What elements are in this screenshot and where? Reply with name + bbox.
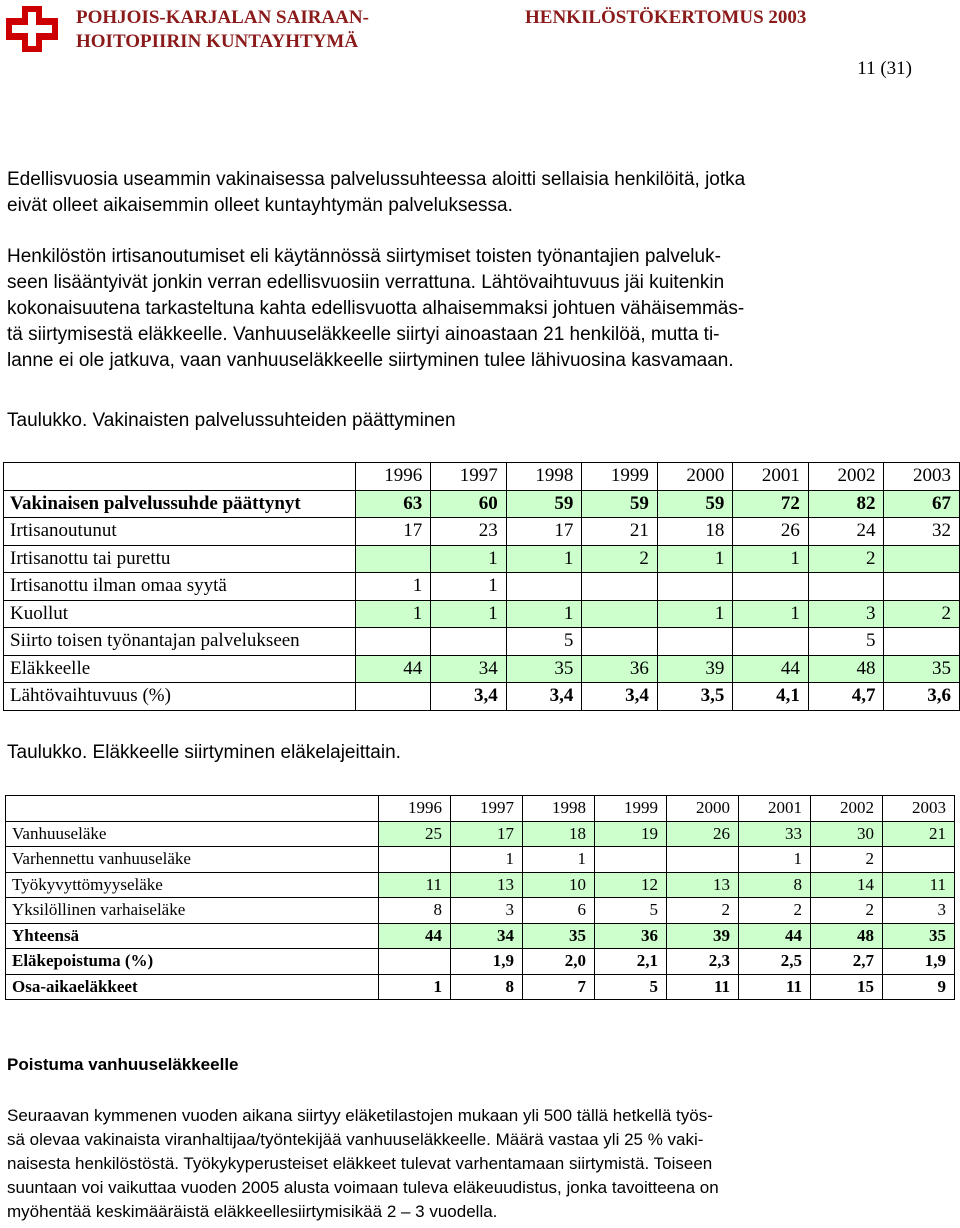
value-cell: 2,5	[739, 949, 811, 975]
row-label-cell: Irtisanottu tai purettu	[4, 545, 356, 573]
table-row	[4, 600, 960, 628]
value-cell: 48	[811, 923, 883, 949]
value-cell: 3	[451, 898, 523, 924]
table-retirement-types	[5, 795, 955, 1000]
value-cell: 44	[355, 655, 431, 683]
table-row	[6, 949, 955, 975]
value-cell: 63	[355, 490, 431, 518]
value-cell: 15	[811, 974, 883, 1000]
value-cell: 26	[733, 518, 809, 546]
value-cell: 36	[582, 655, 658, 683]
table1-caption: Taulukko. Vakinaisten palvelussuhteiden päättyminen	[7, 410, 456, 431]
org-line-2: HOITOPIIRIN KUNTAYHTYMÄ	[76, 31, 359, 52]
row-label-cell: Lähtövaihtuvuus (%)	[4, 683, 356, 711]
value-cell: 1	[739, 847, 811, 873]
value-cell: 39	[657, 655, 733, 683]
value-cell: 3,4	[582, 683, 658, 711]
year-header-cell: 1998	[506, 463, 582, 491]
value-cell: 1	[379, 974, 451, 1000]
value-cell: 1	[733, 600, 809, 628]
value-cell: 2,1	[595, 949, 667, 975]
value-cell: 36	[595, 923, 667, 949]
paragraph-intro	[7, 167, 927, 219]
document-title: HENKILÖSTÖKERTOMUS 2003	[525, 7, 807, 28]
value-cell: 3,5	[657, 683, 733, 711]
section-heading: Poistuma vanhuuseläkkeelle	[7, 1055, 239, 1074]
value-cell: 1	[506, 600, 582, 628]
value-cell: 2	[667, 898, 739, 924]
value-cell: 67	[884, 490, 960, 518]
year-header-cell: 2003	[883, 796, 955, 822]
value-cell: 2,0	[523, 949, 595, 975]
value-cell: 21	[582, 518, 658, 546]
value-cell: 44	[733, 655, 809, 683]
value-cell: 5	[808, 628, 884, 656]
table-row	[4, 628, 960, 656]
header-corner-cell	[4, 463, 356, 491]
paragraph-line: kokonaisuutena tarkasteltuna kahta edellisvuotta alhaisemmaksi johtuen vähäisemmäs-	[7, 298, 745, 319]
table-row	[6, 974, 955, 1000]
year-header-cell: 1997	[451, 796, 523, 822]
value-cell	[355, 628, 431, 656]
table-row	[6, 847, 955, 873]
row-label-cell: Varhennettu vanhuuseläke	[6, 847, 379, 873]
year-header-cell: 1996	[379, 796, 451, 822]
paragraph-line: Edellisvuosia useammin vakinaisessa palvelussuhteessa aloitti sellaisia henkilöitä, jotka	[7, 169, 746, 190]
value-cell: 35	[523, 923, 595, 949]
paragraph-line: suuntaan voi vaikuttaa vuoden 2005 alusta voimaan tuleva eläkeuudistus, jonka tavoitteena on	[7, 1178, 719, 1197]
value-cell	[657, 628, 733, 656]
value-cell: 1	[657, 545, 733, 573]
value-cell	[667, 847, 739, 873]
value-cell: 1	[431, 545, 507, 573]
year-header-cell: 2003	[884, 463, 960, 491]
paragraph-line: tä siirtymisestä eläkkeelle. Vanhuuseläkkeelle siirtyi ainoastaan 21 henkilöä, mutta ti-	[7, 324, 720, 345]
year-header-cell: 1997	[431, 463, 507, 491]
value-cell: 11	[883, 872, 955, 898]
value-cell: 2	[808, 545, 884, 573]
row-label-cell: Yhteensä	[6, 923, 379, 949]
value-cell: 2	[811, 898, 883, 924]
value-cell: 4,1	[733, 683, 809, 711]
value-cell: 2	[582, 545, 658, 573]
year-header-cell: 2001	[739, 796, 811, 822]
paragraph-line: myöhentää keskimääräistä eläkkeellesiirtymisikää 2 – 3 vuodella.	[7, 1202, 498, 1221]
paragraph-line: eivät olleet aikaisemmin olleet kuntayhtymän palveluksessa.	[7, 195, 513, 216]
value-cell: 3,6	[884, 683, 960, 711]
paragraph-line: lanne ei ole jatkuva, vaan vanhuuseläkkeelle siirtyminen tulee lähivuosina kasvamaan.	[7, 350, 734, 371]
value-cell: 82	[808, 490, 884, 518]
value-cell	[355, 683, 431, 711]
row-label-cell: Vanhuuseläke	[6, 821, 379, 847]
year-header-cell: 2000	[657, 463, 733, 491]
value-cell: 1	[657, 600, 733, 628]
value-cell: 1	[431, 600, 507, 628]
value-cell: 1,9	[883, 949, 955, 975]
value-cell	[884, 545, 960, 573]
table-row	[6, 898, 955, 924]
paragraph-line: sä olevaa vakinaista viranhaltijaa/työntekijää vanhuuseläkkeelle. Määrä vastaa yli 25 % vaki-	[7, 1130, 704, 1149]
value-cell	[582, 628, 658, 656]
value-cell: 7	[523, 974, 595, 1000]
value-cell: 17	[451, 821, 523, 847]
table-row	[6, 872, 955, 898]
value-cell	[379, 847, 451, 873]
year-header-cell: 1996	[355, 463, 431, 491]
row-label-cell: Siirto toisen työnantajan palvelukseen	[4, 628, 356, 656]
value-cell	[582, 600, 658, 628]
row-label-cell: Eläkepoistuma (%)	[6, 949, 379, 975]
org-line-1: POHJOIS-KARJALAN SAIRAAN-	[76, 7, 369, 28]
table-row	[6, 821, 955, 847]
year-header-cell: 1999	[582, 463, 658, 491]
row-label-cell: Irtisanoutunut	[4, 518, 356, 546]
value-cell: 33	[739, 821, 811, 847]
row-label-cell: Osa-aikaeläkkeet	[6, 974, 379, 1000]
table-row	[4, 518, 960, 546]
value-cell: 1,9	[451, 949, 523, 975]
table-row	[4, 655, 960, 683]
table-employment-endings	[3, 462, 960, 711]
value-cell: 1	[355, 573, 431, 601]
value-cell: 19	[595, 821, 667, 847]
value-cell: 2,3	[667, 949, 739, 975]
value-cell: 32	[884, 518, 960, 546]
value-cell: 3,4	[506, 683, 582, 711]
value-cell	[595, 847, 667, 873]
table-row	[4, 545, 960, 573]
value-cell: 30	[811, 821, 883, 847]
year-header-cell: 1998	[523, 796, 595, 822]
header-corner-cell	[6, 796, 379, 822]
value-cell: 17	[355, 518, 431, 546]
value-cell: 26	[667, 821, 739, 847]
table-row	[4, 683, 960, 711]
value-cell: 25	[379, 821, 451, 847]
value-cell: 1	[451, 847, 523, 873]
value-cell	[379, 949, 451, 975]
value-cell: 3,4	[431, 683, 507, 711]
value-cell: 4,7	[808, 683, 884, 711]
value-cell	[431, 628, 507, 656]
paragraph-line: naisesta henkilöstöstä. Työkykyperusteiset eläkkeet tulevat varhentamaan siirtymistä. Toiseen	[7, 1154, 713, 1173]
paragraph-turnover	[7, 244, 927, 374]
value-cell: 8	[739, 872, 811, 898]
value-cell: 1	[355, 600, 431, 628]
value-cell: 6	[523, 898, 595, 924]
value-cell: 13	[451, 872, 523, 898]
value-cell	[733, 573, 809, 601]
value-cell: 12	[595, 872, 667, 898]
value-cell: 21	[883, 821, 955, 847]
value-cell: 5	[595, 974, 667, 1000]
value-cell	[506, 573, 582, 601]
value-cell	[884, 628, 960, 656]
row-label-cell: Yksilöllinen varhaiseläke	[6, 898, 379, 924]
value-cell	[355, 545, 431, 573]
value-cell: 17	[506, 518, 582, 546]
value-cell: 11	[667, 974, 739, 1000]
table2-caption: Taulukko. Eläkkeelle siirtyminen eläkelajeittain.	[7, 742, 401, 763]
value-cell: 1	[431, 573, 507, 601]
year-header-cell: 2001	[733, 463, 809, 491]
value-cell: 3	[883, 898, 955, 924]
value-cell: 11	[379, 872, 451, 898]
value-cell: 60	[431, 490, 507, 518]
paragraph-line: Henkilöstön irtisanoutumiset eli käytännössä siirtymiset toisten työnantajien palveluk-	[7, 246, 721, 267]
value-cell: 24	[808, 518, 884, 546]
table-header-row	[4, 463, 960, 491]
value-cell: 2	[884, 600, 960, 628]
organization-name	[76, 6, 369, 54]
red-cross-logo-icon	[4, 4, 60, 54]
value-cell: 5	[506, 628, 582, 656]
value-cell: 59	[582, 490, 658, 518]
row-label-cell: Kuollut	[4, 600, 356, 628]
value-cell: 44	[739, 923, 811, 949]
value-cell: 35	[883, 923, 955, 949]
value-cell: 23	[431, 518, 507, 546]
value-cell: 39	[667, 923, 739, 949]
table-row	[4, 573, 960, 601]
paragraph-line: Seuraavan kymmenen vuoden aikana siirtyy eläketilastojen mukaan yli 500 tällä hetkellä työs-	[7, 1106, 713, 1125]
value-cell: 10	[523, 872, 595, 898]
value-cell	[884, 573, 960, 601]
year-header-cell: 1999	[595, 796, 667, 822]
value-cell	[582, 573, 658, 601]
value-cell: 1	[523, 847, 595, 873]
page-number: 11 (31)	[857, 58, 912, 79]
value-cell: 59	[657, 490, 733, 518]
value-cell: 1	[506, 545, 582, 573]
value-cell: 9	[883, 974, 955, 1000]
value-cell: 34	[451, 923, 523, 949]
value-cell: 48	[808, 655, 884, 683]
row-label-cell: Vakinaisen palvelussuhde päättynyt	[4, 490, 356, 518]
row-label-cell: Työkyvyttömyyseläke	[6, 872, 379, 898]
paragraph-line: seen lisääntyivät jonkin verran edellisvuosiin verrattuna. Lähtövaihtuvuus jäi kuitenkin	[7, 272, 725, 293]
table-row	[6, 923, 955, 949]
value-cell: 14	[811, 872, 883, 898]
value-cell: 2,7	[811, 949, 883, 975]
value-cell	[883, 847, 955, 873]
value-cell: 11	[739, 974, 811, 1000]
value-cell	[657, 573, 733, 601]
value-cell: 35	[506, 655, 582, 683]
value-cell: 3	[808, 600, 884, 628]
value-cell: 44	[379, 923, 451, 949]
year-header-cell: 2000	[667, 796, 739, 822]
value-cell	[808, 573, 884, 601]
value-cell: 5	[595, 898, 667, 924]
value-cell: 1	[733, 545, 809, 573]
value-cell: 72	[733, 490, 809, 518]
value-cell: 59	[506, 490, 582, 518]
value-cell: 35	[884, 655, 960, 683]
row-label-cell: Irtisanottu ilman omaa syytä	[4, 573, 356, 601]
value-cell: 18	[523, 821, 595, 847]
row-label-cell: Eläkkeelle	[4, 655, 356, 683]
value-cell: 8	[379, 898, 451, 924]
value-cell: 34	[431, 655, 507, 683]
value-cell: 18	[657, 518, 733, 546]
value-cell: 13	[667, 872, 739, 898]
year-header-cell: 2002	[811, 796, 883, 822]
table-header-row	[6, 796, 955, 822]
value-cell: 2	[811, 847, 883, 873]
value-cell: 2	[739, 898, 811, 924]
year-header-cell: 2002	[808, 463, 884, 491]
value-cell	[733, 628, 809, 656]
paragraph-retirement	[7, 1104, 927, 1224]
value-cell: 8	[451, 974, 523, 1000]
table-row	[4, 490, 960, 518]
